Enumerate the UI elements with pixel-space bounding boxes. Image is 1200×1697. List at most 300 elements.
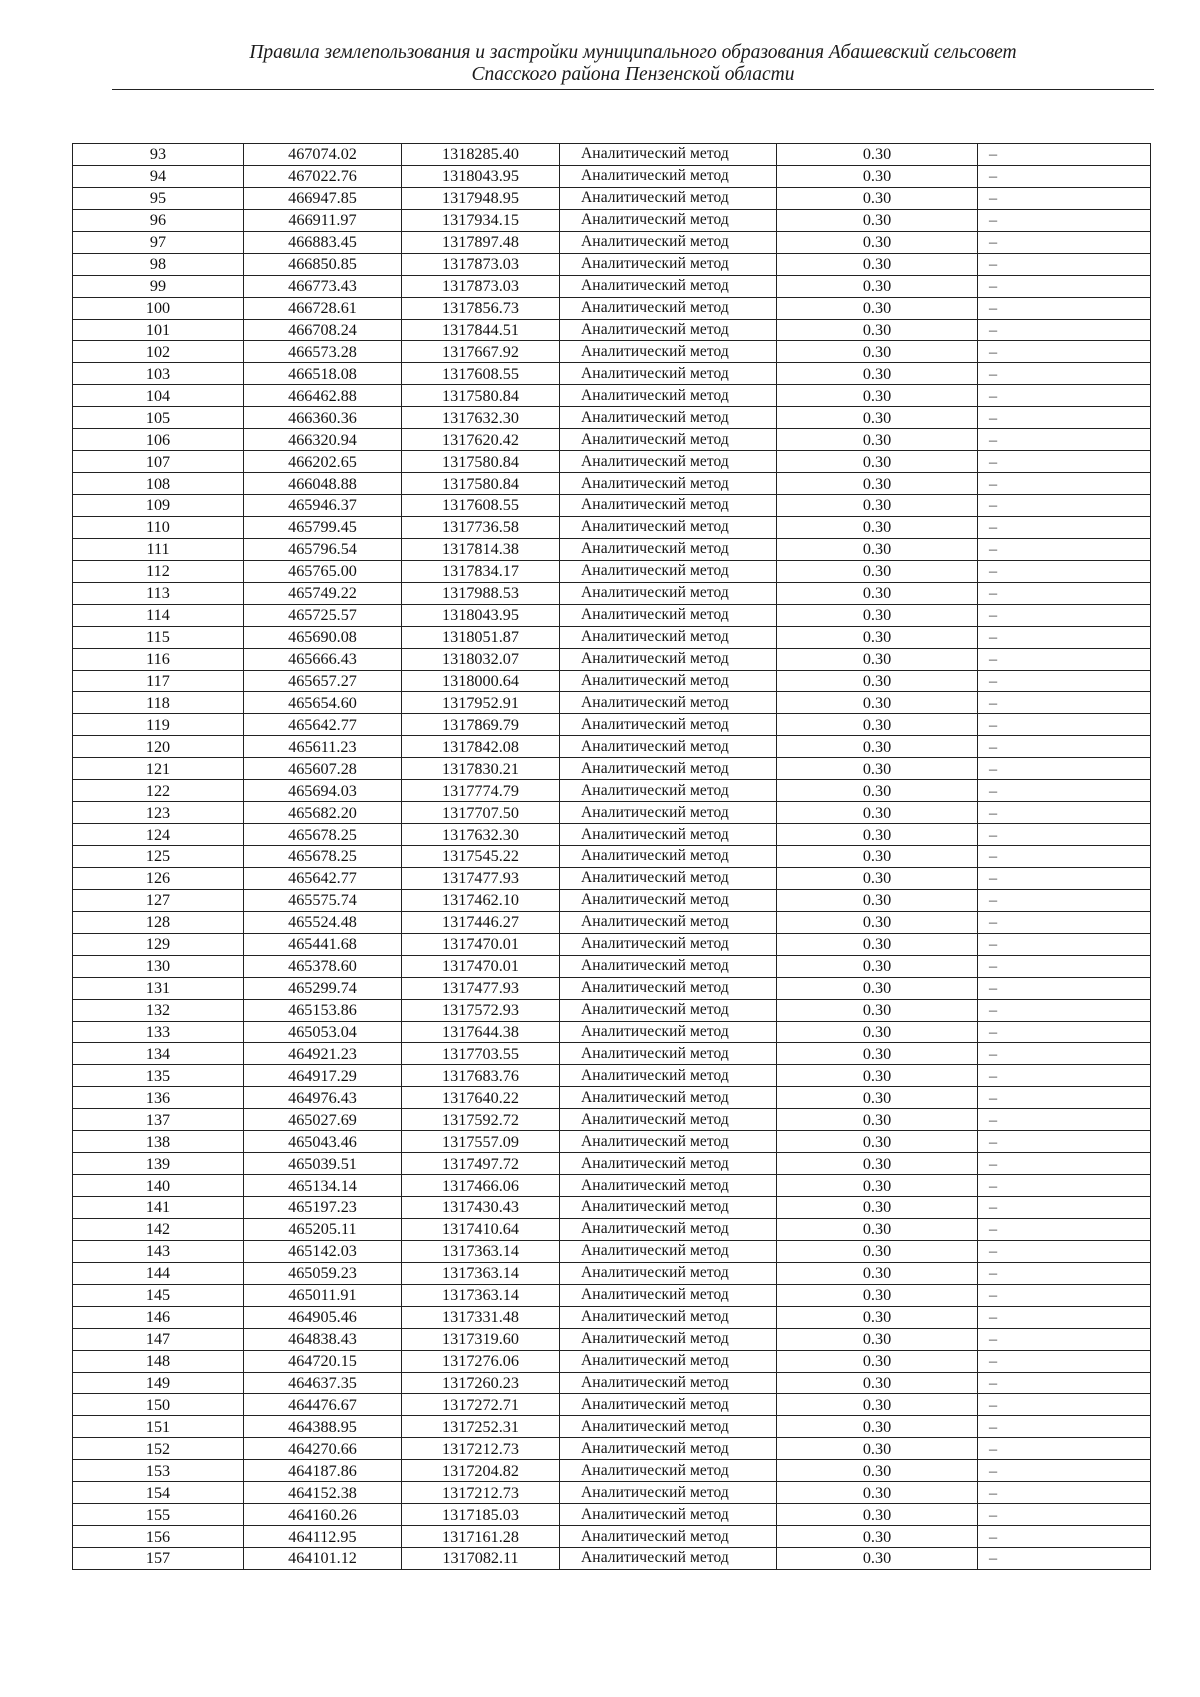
accuracy-cell: 0.30 [777, 363, 978, 385]
table-row [73, 297, 1151, 319]
table-row [73, 1438, 1151, 1460]
x-coordinate-cell: 464976.43 [244, 1087, 402, 1109]
method-cell: Аналитический метод [560, 1197, 777, 1219]
point-number-cell: 133 [73, 1021, 244, 1043]
method-cell: Аналитический метод [560, 341, 777, 363]
point-number-cell: 153 [73, 1460, 244, 1482]
point-number-cell: 124 [73, 824, 244, 846]
method-cell: Аналитический метод [560, 648, 777, 670]
method-cell: Аналитический метод [560, 473, 777, 495]
y-coordinate-cell: 1317446.27 [402, 911, 560, 933]
point-number-cell: 120 [73, 736, 244, 758]
accuracy-cell: 0.30 [777, 626, 978, 648]
accuracy-cell: 0.30 [777, 1284, 978, 1306]
method-cell: Аналитический метод [560, 626, 777, 648]
x-coordinate-cell: 465654.60 [244, 692, 402, 714]
y-coordinate-cell: 1317470.01 [402, 933, 560, 955]
accuracy-cell: 0.30 [777, 209, 978, 231]
table-row [73, 1350, 1151, 1372]
description-cell: – [978, 1131, 1151, 1153]
point-number-cell: 106 [73, 429, 244, 451]
description-cell: – [978, 275, 1151, 297]
method-cell: Аналитический метод [560, 824, 777, 846]
description-cell: – [978, 165, 1151, 187]
description-cell: – [978, 648, 1151, 670]
y-coordinate-cell: 1317856.73 [402, 297, 560, 319]
x-coordinate-cell: 465205.11 [244, 1218, 402, 1240]
method-cell: Аналитический метод [560, 1262, 777, 1284]
accuracy-cell: 0.30 [777, 889, 978, 911]
method-cell: Аналитический метод [560, 582, 777, 604]
description-cell: – [978, 977, 1151, 999]
x-coordinate-cell: 465039.51 [244, 1153, 402, 1175]
point-number-cell: 142 [73, 1218, 244, 1240]
description-cell: – [978, 1306, 1151, 1328]
x-coordinate-cell: 466360.36 [244, 407, 402, 429]
x-coordinate-cell: 465796.54 [244, 538, 402, 560]
accuracy-cell: 0.30 [777, 1394, 978, 1416]
x-coordinate-cell: 466883.45 [244, 231, 402, 253]
x-coordinate-cell: 465011.91 [244, 1284, 402, 1306]
point-number-cell: 103 [73, 363, 244, 385]
description-cell: – [978, 297, 1151, 319]
method-cell: Аналитический метод [560, 363, 777, 385]
point-number-cell: 113 [73, 582, 244, 604]
accuracy-cell: 0.30 [777, 538, 978, 560]
point-number-cell: 139 [73, 1153, 244, 1175]
y-coordinate-cell: 1317736.58 [402, 516, 560, 538]
y-coordinate-cell: 1317572.93 [402, 999, 560, 1021]
table-row [73, 1460, 1151, 1482]
y-coordinate-cell: 1317580.84 [402, 385, 560, 407]
method-cell: Аналитический метод [560, 692, 777, 714]
description-cell: – [978, 1240, 1151, 1262]
method-cell: Аналитический метод [560, 187, 777, 209]
coordinates-table-body [73, 144, 1151, 1570]
point-number-cell: 104 [73, 385, 244, 407]
point-number-cell: 152 [73, 1438, 244, 1460]
y-coordinate-cell: 1317252.31 [402, 1416, 560, 1438]
accuracy-cell: 0.30 [777, 473, 978, 495]
method-cell: Аналитический метод [560, 1328, 777, 1350]
table-row [73, 538, 1151, 560]
point-number-cell: 132 [73, 999, 244, 1021]
accuracy-cell: 0.30 [777, 582, 978, 604]
accuracy-cell: 0.30 [777, 780, 978, 802]
x-coordinate-cell: 465678.25 [244, 846, 402, 868]
y-coordinate-cell: 1317580.84 [402, 451, 560, 473]
accuracy-cell: 0.30 [777, 1482, 978, 1504]
table-row [73, 451, 1151, 473]
y-coordinate-cell: 1317497.72 [402, 1153, 560, 1175]
table-row [73, 1021, 1151, 1043]
y-coordinate-cell: 1317161.28 [402, 1526, 560, 1548]
method-cell: Аналитический метод [560, 495, 777, 517]
description-cell: – [978, 1328, 1151, 1350]
point-number-cell: 127 [73, 889, 244, 911]
page-header [112, 42, 1154, 86]
method-cell: Аналитический метод [560, 1438, 777, 1460]
method-cell: Аналитический метод [560, 780, 777, 802]
accuracy-cell: 0.30 [777, 846, 978, 868]
method-cell: Аналитический метод [560, 933, 777, 955]
table-row [73, 1197, 1151, 1219]
point-number-cell: 138 [73, 1131, 244, 1153]
accuracy-cell: 0.30 [777, 1306, 978, 1328]
table-row [73, 955, 1151, 977]
point-number-cell: 117 [73, 670, 244, 692]
y-coordinate-cell: 1317545.22 [402, 846, 560, 868]
table-row [73, 648, 1151, 670]
y-coordinate-cell: 1317952.91 [402, 692, 560, 714]
accuracy-cell: 0.30 [777, 1087, 978, 1109]
accuracy-cell: 0.30 [777, 933, 978, 955]
method-cell: Аналитический метод [560, 1175, 777, 1197]
y-coordinate-cell: 1317212.73 [402, 1438, 560, 1460]
table-row [73, 736, 1151, 758]
description-cell: – [978, 560, 1151, 582]
y-coordinate-cell: 1318000.64 [402, 670, 560, 692]
x-coordinate-cell: 465575.74 [244, 889, 402, 911]
description-cell: – [978, 495, 1151, 517]
point-number-cell: 111 [73, 538, 244, 560]
x-coordinate-cell: 466518.08 [244, 363, 402, 385]
method-cell: Аналитический метод [560, 165, 777, 187]
y-coordinate-cell: 1317410.64 [402, 1218, 560, 1240]
description-cell: – [978, 1482, 1151, 1504]
point-number-cell: 105 [73, 407, 244, 429]
point-number-cell: 98 [73, 253, 244, 275]
x-coordinate-cell: 464152.38 [244, 1482, 402, 1504]
table-row [73, 604, 1151, 626]
description-cell: – [978, 889, 1151, 911]
table-row [73, 209, 1151, 231]
table-row [73, 758, 1151, 780]
method-cell: Аналитический метод [560, 1043, 777, 1065]
accuracy-cell: 0.30 [777, 1548, 978, 1570]
y-coordinate-cell: 1317842.08 [402, 736, 560, 758]
method-cell: Аналитический метод [560, 1240, 777, 1262]
point-number-cell: 95 [73, 187, 244, 209]
description-cell: – [978, 714, 1151, 736]
point-number-cell: 110 [73, 516, 244, 538]
point-number-cell: 143 [73, 1240, 244, 1262]
description-cell: – [978, 670, 1151, 692]
y-coordinate-cell: 1317830.21 [402, 758, 560, 780]
x-coordinate-cell: 465694.03 [244, 780, 402, 802]
x-coordinate-cell: 466573.28 [244, 341, 402, 363]
point-number-cell: 126 [73, 867, 244, 889]
method-cell: Аналитический метод [560, 977, 777, 999]
accuracy-cell: 0.30 [777, 319, 978, 341]
description-cell: – [978, 253, 1151, 275]
accuracy-cell: 0.30 [777, 1526, 978, 1548]
description-cell: – [978, 1153, 1151, 1175]
table-row [73, 1416, 1151, 1438]
point-number-cell: 112 [73, 560, 244, 582]
method-cell: Аналитический метод [560, 385, 777, 407]
x-coordinate-cell: 466947.85 [244, 187, 402, 209]
accuracy-cell: 0.30 [777, 670, 978, 692]
accuracy-cell: 0.30 [777, 977, 978, 999]
table-row [73, 824, 1151, 846]
table-row [73, 714, 1151, 736]
x-coordinate-cell: 465153.86 [244, 999, 402, 1021]
accuracy-cell: 0.30 [777, 1043, 978, 1065]
x-coordinate-cell: 464720.15 [244, 1350, 402, 1372]
point-number-cell: 114 [73, 604, 244, 626]
y-coordinate-cell: 1317873.03 [402, 253, 560, 275]
method-cell: Аналитический метод [560, 911, 777, 933]
y-coordinate-cell: 1318032.07 [402, 648, 560, 670]
description-cell: – [978, 407, 1151, 429]
description-cell: – [978, 231, 1151, 253]
accuracy-cell: 0.30 [777, 341, 978, 363]
method-cell: Аналитический метод [560, 736, 777, 758]
point-number-cell: 147 [73, 1328, 244, 1350]
description-cell: – [978, 1372, 1151, 1394]
table-row [73, 1131, 1151, 1153]
accuracy-cell: 0.30 [777, 451, 978, 473]
accuracy-cell: 0.30 [777, 1262, 978, 1284]
y-coordinate-cell: 1317703.55 [402, 1043, 560, 1065]
point-number-cell: 129 [73, 933, 244, 955]
description-cell: – [978, 144, 1151, 166]
method-cell: Аналитический метод [560, 670, 777, 692]
description-cell: – [978, 802, 1151, 824]
header-divider [112, 89, 1154, 90]
x-coordinate-cell: 464476.67 [244, 1394, 402, 1416]
description-cell: – [978, 363, 1151, 385]
x-coordinate-cell: 466202.65 [244, 451, 402, 473]
point-number-cell: 140 [73, 1175, 244, 1197]
table-row [73, 977, 1151, 999]
x-coordinate-cell: 464637.35 [244, 1372, 402, 1394]
table-row [73, 802, 1151, 824]
table-row [73, 385, 1151, 407]
y-coordinate-cell: 1317632.30 [402, 824, 560, 846]
point-number-cell: 157 [73, 1548, 244, 1570]
y-coordinate-cell: 1317470.01 [402, 955, 560, 977]
point-number-cell: 122 [73, 780, 244, 802]
description-cell: – [978, 1109, 1151, 1131]
accuracy-cell: 0.30 [777, 714, 978, 736]
x-coordinate-cell: 464838.43 [244, 1328, 402, 1350]
point-number-cell: 121 [73, 758, 244, 780]
method-cell: Аналитический метод [560, 846, 777, 868]
y-coordinate-cell: 1317620.42 [402, 429, 560, 451]
table-row [73, 692, 1151, 714]
table-row [73, 1262, 1151, 1284]
x-coordinate-cell: 466048.88 [244, 473, 402, 495]
y-coordinate-cell: 1318051.87 [402, 626, 560, 648]
y-coordinate-cell: 1317477.93 [402, 867, 560, 889]
x-coordinate-cell: 465799.45 [244, 516, 402, 538]
point-number-cell: 116 [73, 648, 244, 670]
description-cell: – [978, 1087, 1151, 1109]
point-number-cell: 107 [73, 451, 244, 473]
y-coordinate-cell: 1317988.53 [402, 582, 560, 604]
accuracy-cell: 0.30 [777, 429, 978, 451]
point-number-cell: 99 [73, 275, 244, 297]
table-row [73, 1306, 1151, 1328]
x-coordinate-cell: 465657.27 [244, 670, 402, 692]
description-cell: – [978, 1460, 1151, 1482]
table-row [73, 231, 1151, 253]
x-coordinate-cell: 465607.28 [244, 758, 402, 780]
point-number-cell: 119 [73, 714, 244, 736]
x-coordinate-cell: 465524.48 [244, 911, 402, 933]
x-coordinate-cell: 465197.23 [244, 1197, 402, 1219]
accuracy-cell: 0.30 [777, 253, 978, 275]
method-cell: Аналитический метод [560, 538, 777, 560]
accuracy-cell: 0.30 [777, 1065, 978, 1087]
table-row [73, 867, 1151, 889]
y-coordinate-cell: 1318043.95 [402, 604, 560, 626]
x-coordinate-cell: 466708.24 [244, 319, 402, 341]
accuracy-cell: 0.30 [777, 560, 978, 582]
method-cell: Аналитический метод [560, 802, 777, 824]
header-title-line-1: Правила землепользования и застройки муниципального образования Абашевский сельсовет [249, 42, 1017, 63]
y-coordinate-cell: 1317319.60 [402, 1328, 560, 1350]
point-number-cell: 93 [73, 144, 244, 166]
accuracy-cell: 0.30 [777, 604, 978, 626]
x-coordinate-cell: 465134.14 [244, 1175, 402, 1197]
point-number-cell: 115 [73, 626, 244, 648]
method-cell: Аналитический метод [560, 1109, 777, 1131]
description-cell: – [978, 1262, 1151, 1284]
method-cell: Аналитический метод [560, 275, 777, 297]
description-cell: – [978, 736, 1151, 758]
x-coordinate-cell: 465142.03 [244, 1240, 402, 1262]
x-coordinate-cell: 465441.68 [244, 933, 402, 955]
x-coordinate-cell: 464101.12 [244, 1548, 402, 1570]
description-cell: – [978, 626, 1151, 648]
y-coordinate-cell: 1317869.79 [402, 714, 560, 736]
method-cell: Аналитический метод [560, 319, 777, 341]
description-cell: – [978, 1416, 1151, 1438]
table-row [73, 999, 1151, 1021]
method-cell: Аналитический метод [560, 1482, 777, 1504]
y-coordinate-cell: 1317644.38 [402, 1021, 560, 1043]
accuracy-cell: 0.30 [777, 1328, 978, 1350]
point-number-cell: 134 [73, 1043, 244, 1065]
method-cell: Аналитический метод [560, 516, 777, 538]
point-number-cell: 136 [73, 1087, 244, 1109]
description-cell: – [978, 1394, 1151, 1416]
x-coordinate-cell: 464388.95 [244, 1416, 402, 1438]
x-coordinate-cell: 464160.26 [244, 1504, 402, 1526]
method-cell: Аналитический метод [560, 297, 777, 319]
description-cell: – [978, 780, 1151, 802]
method-cell: Аналитический метод [560, 955, 777, 977]
description-cell: – [978, 209, 1151, 231]
accuracy-cell: 0.30 [777, 648, 978, 670]
description-cell: – [978, 1065, 1151, 1087]
method-cell: Аналитический метод [560, 1065, 777, 1087]
description-cell: – [978, 911, 1151, 933]
point-number-cell: 96 [73, 209, 244, 231]
description-cell: – [978, 999, 1151, 1021]
point-number-cell: 100 [73, 297, 244, 319]
description-cell: – [978, 846, 1151, 868]
table-row [73, 319, 1151, 341]
description-cell: – [978, 1043, 1151, 1065]
x-coordinate-cell: 465725.57 [244, 604, 402, 626]
table-row [73, 516, 1151, 538]
accuracy-cell: 0.30 [777, 1416, 978, 1438]
point-number-cell: 123 [73, 802, 244, 824]
description-cell: – [978, 1350, 1151, 1372]
point-number-cell: 145 [73, 1284, 244, 1306]
accuracy-cell: 0.30 [777, 495, 978, 517]
point-number-cell: 155 [73, 1504, 244, 1526]
y-coordinate-cell: 1317276.06 [402, 1350, 560, 1372]
point-number-cell: 135 [73, 1065, 244, 1087]
point-number-cell: 102 [73, 341, 244, 363]
table-row [73, 253, 1151, 275]
method-cell: Аналитический метод [560, 714, 777, 736]
method-cell: Аналитический метод [560, 1153, 777, 1175]
method-cell: Аналитический метод [560, 1021, 777, 1043]
accuracy-cell: 0.30 [777, 692, 978, 714]
x-coordinate-cell: 464917.29 [244, 1065, 402, 1087]
method-cell: Аналитический метод [560, 1460, 777, 1482]
accuracy-cell: 0.30 [777, 1131, 978, 1153]
method-cell: Аналитический метод [560, 1416, 777, 1438]
method-cell: Аналитический метод [560, 407, 777, 429]
description-cell: – [978, 385, 1151, 407]
accuracy-cell: 0.30 [777, 165, 978, 187]
table-row [73, 670, 1151, 692]
point-number-cell: 146 [73, 1306, 244, 1328]
x-coordinate-cell: 465678.25 [244, 824, 402, 846]
table-row [73, 1372, 1151, 1394]
table-row [73, 1482, 1151, 1504]
x-coordinate-cell: 465059.23 [244, 1262, 402, 1284]
point-number-cell: 130 [73, 955, 244, 977]
x-coordinate-cell: 465666.43 [244, 648, 402, 670]
y-coordinate-cell: 1317667.92 [402, 341, 560, 363]
accuracy-cell: 0.30 [777, 407, 978, 429]
x-coordinate-cell: 464270.66 [244, 1438, 402, 1460]
method-cell: Аналитический метод [560, 1131, 777, 1153]
y-coordinate-cell: 1317580.84 [402, 473, 560, 495]
point-number-cell: 148 [73, 1350, 244, 1372]
accuracy-cell: 0.30 [777, 297, 978, 319]
accuracy-cell: 0.30 [777, 911, 978, 933]
accuracy-cell: 0.30 [777, 385, 978, 407]
y-coordinate-cell: 1317814.38 [402, 538, 560, 560]
point-number-cell: 154 [73, 1482, 244, 1504]
y-coordinate-cell: 1317707.50 [402, 802, 560, 824]
accuracy-cell: 0.30 [777, 1153, 978, 1175]
table-row [73, 341, 1151, 363]
point-number-cell: 150 [73, 1394, 244, 1416]
method-cell: Аналитический метод [560, 604, 777, 626]
table-row [73, 165, 1151, 187]
x-coordinate-cell: 465299.74 [244, 977, 402, 999]
table-row [73, 187, 1151, 209]
table-row [73, 473, 1151, 495]
y-coordinate-cell: 1317897.48 [402, 231, 560, 253]
y-coordinate-cell: 1317363.14 [402, 1240, 560, 1262]
description-cell: – [978, 758, 1151, 780]
point-number-cell: 109 [73, 495, 244, 517]
table-row [73, 846, 1151, 868]
accuracy-cell: 0.30 [777, 802, 978, 824]
description-cell: – [978, 429, 1151, 451]
